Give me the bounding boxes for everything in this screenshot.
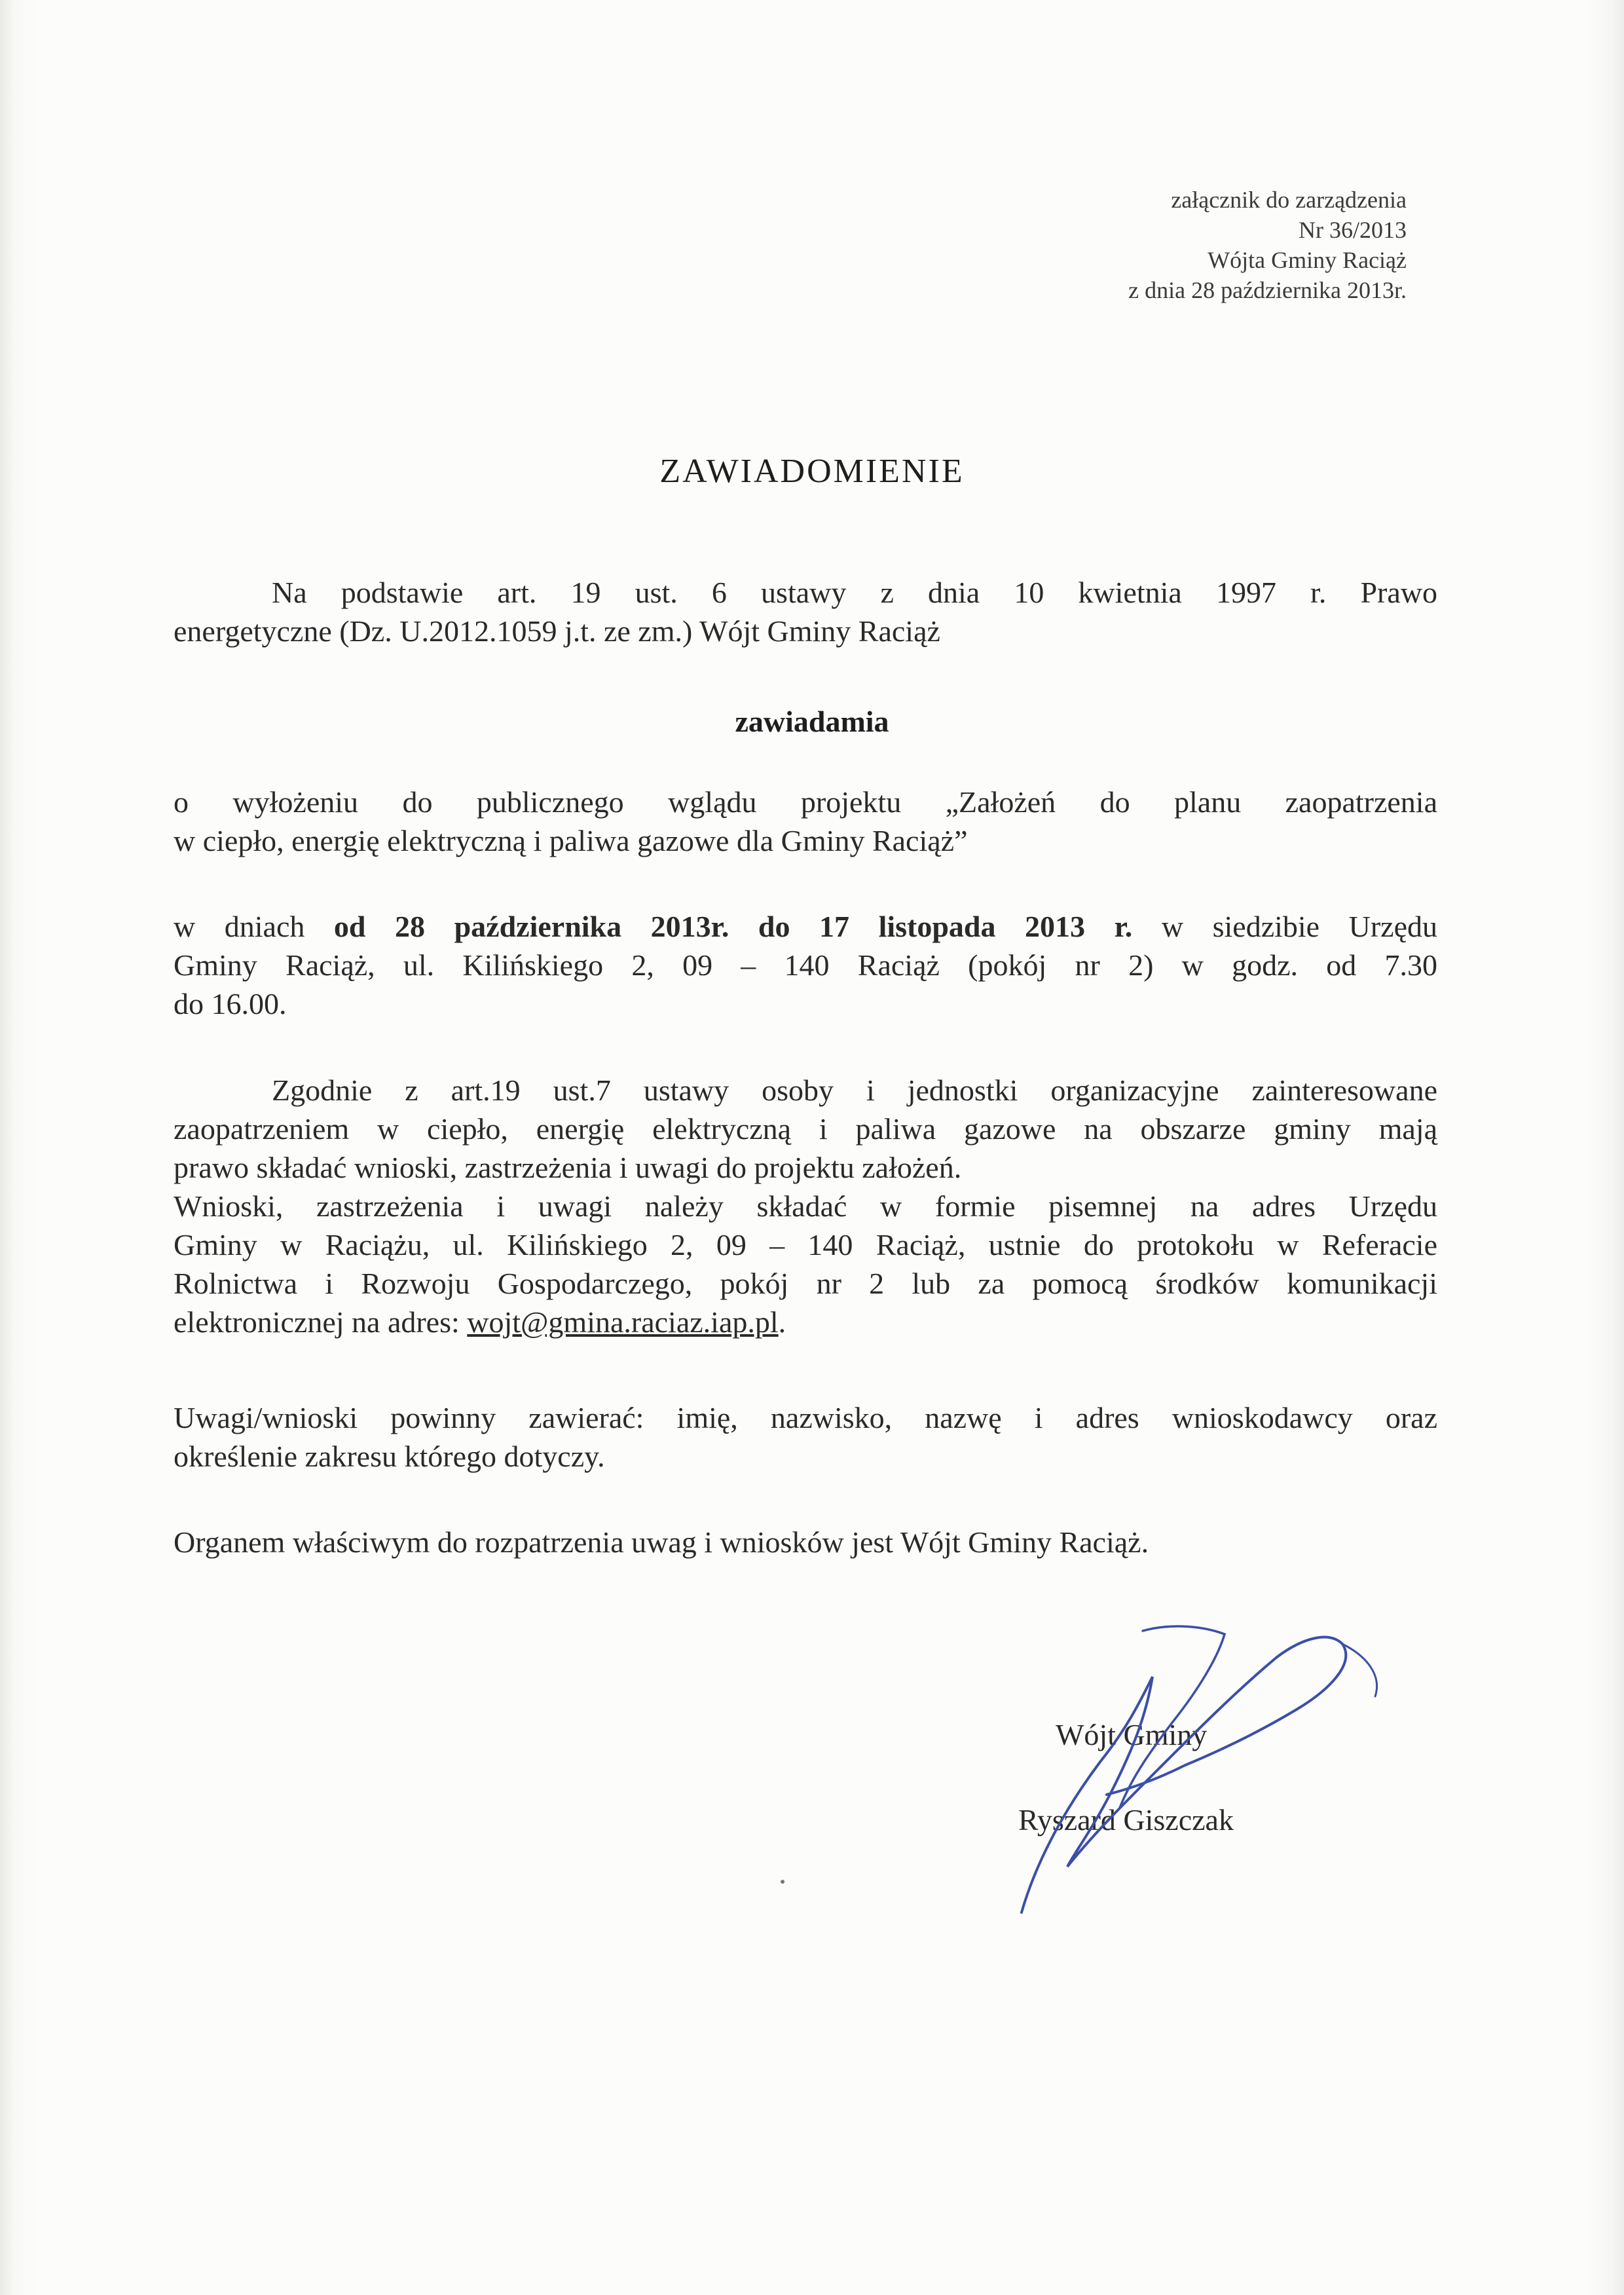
header-line: Nr 36/2013 [1299, 217, 1407, 243]
requirements-paragraph [174, 1398, 1437, 1476]
text-line [174, 907, 1437, 946]
text-line: Organem właściwym do rozpatrzenia uwag i wniosków jest Wójt Gminy Raciąż. [174, 1525, 1149, 1559]
header-line: z dnia 28 października 2013r. [1128, 277, 1407, 303]
text-line: Uwagi/wnioski powinny zawierać: imię, nazwisko, nazwę i adres wnioskodawcy oraz [174, 1401, 1437, 1434]
signatory-name: Ryszard Giszczak [1018, 1803, 1234, 1837]
text-line: Wnioski, zastrzeżenia i uwagi należy składać w formie pisemnej na adres Urzędu [174, 1189, 1437, 1223]
text-line [174, 1303, 1437, 1341]
intro-paragraph [174, 573, 1437, 650]
text-line: do 16.00. [174, 987, 287, 1020]
scan-speck [781, 1880, 784, 1884]
text-line: Na podstawie art. 19 ust. 6 ustawy z dnia 10 kwietnia 1997 r. Prawo [272, 576, 1437, 609]
signature-stroke [1342, 1644, 1377, 1696]
text-line: Rolnictwa i Rozwoju Gospodarczego, pokój nr 2 lub za pomocą środków komunikacji [174, 1267, 1437, 1300]
header-line: załącznik do zarządzenia [1171, 187, 1407, 213]
dates-location: w siedzibie Urzędu [1161, 910, 1438, 943]
authority-paragraph [174, 1523, 1437, 1561]
attachment-header [1128, 185, 1407, 305]
dates-range: od 28 października 2013r. do 17 listopada 2013 r. [333, 910, 1133, 943]
email-label: elektronicznej na adres: [174, 1305, 460, 1339]
document-title: ZAWIADOMIENIE [659, 453, 965, 490]
text-line: określenie zakresu którego dotyczy. [174, 1440, 605, 1473]
dates-prefix: w dniach [174, 910, 305, 943]
handwritten-signature [1002, 1618, 1395, 1919]
signatory-position: Wójt Gminy [1056, 1718, 1208, 1751]
text-line: prawo składać wnioski, zastrzeżenia i uwagi do projektu założeń. [174, 1151, 962, 1184]
text-line: Gminy w Raciążu, ul. Kilińskiego 2, 09 – 140 Raciąż, ustnie do protokołu w Referacie [174, 1228, 1437, 1261]
text-line: Zgodnie z art.19 ust.7 ustawy osoby i jednostki organizacyjne zainteresowane [272, 1073, 1437, 1107]
header-line: Wójta Gminy Raciąż [1208, 247, 1407, 273]
article-paragraph [174, 1071, 1437, 1341]
subject-paragraph [174, 783, 1437, 860]
dates-paragraph [174, 907, 1437, 1023]
signature-stroke [1120, 1626, 1225, 1808]
text-line: zaopatrzeniem w ciepło, energię elektryczną i paliwa gazowe na obszarze gminy mają [174, 1112, 1437, 1146]
email-link[interactable]: wojt@gmina.raciaz.iap.pl [467, 1305, 779, 1339]
announces-heading: zawiadamia [735, 705, 889, 738]
email-period: . [778, 1305, 786, 1339]
text-line: Gminy Raciąż, ul. Kilińskiego 2, 09 – 140 Raciąż (pokój nr 2) w godz. od 7.30 [174, 948, 1437, 982]
text-line: energetyczne (Dz. U.2012.1059 j.t. ze zm.) Wójt Gminy Raciąż [174, 614, 940, 648]
text-line: w ciepło, energię elektryczną i paliwa gazowe dla Gminy Raciąż” [174, 824, 968, 857]
signature-stroke [1022, 1637, 1346, 1912]
text-line: o wyłożeniu do publicznego wglądu projektu „Założeń do planu zaopatrzenia [174, 785, 1437, 819]
